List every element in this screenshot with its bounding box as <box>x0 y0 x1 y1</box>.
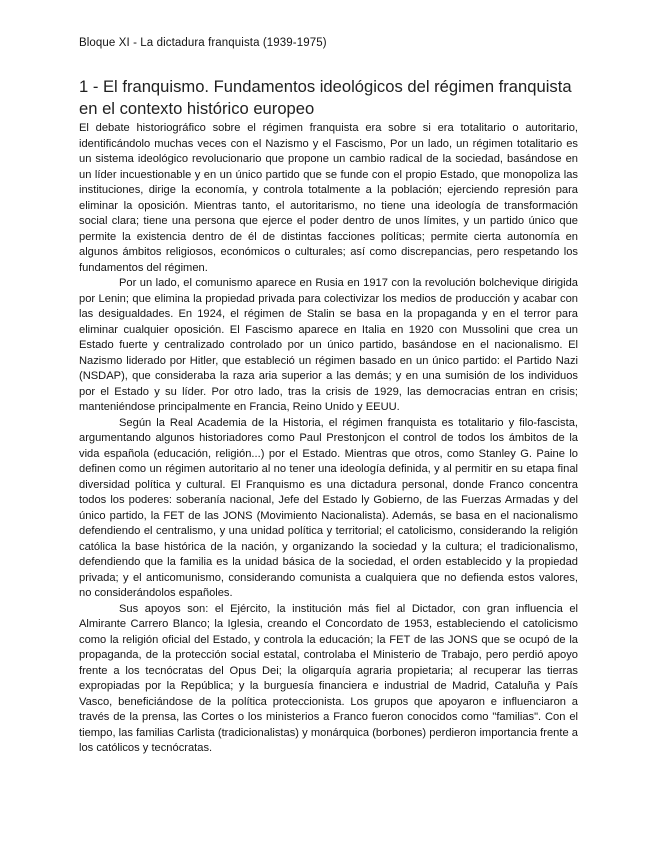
block-title: Bloque XI - La dictadura franquista (1939-1975) <box>79 37 327 49</box>
paragraph-intro: El debate historiográfico sobre el régimen franquista era sobre si era totalitario o autoritario, identificándolo muchas veces con el Nazismo y el Fascismo, Por un lado, un régimen totalitario es un sistema ideológico revolucionario que propone un cambio radical de la sociedad, basándose en un líder incuestionable y en un único partido que se funde con el propio Estado, que monopoliza las instituciones, dirige la economía, y controla totalmente a la población; ejerciendo represión para eliminar la oposición. Mientras tanto, el autoritarismo, no tiene una ideología de transformación social clara; tiene una persona que ejerce el poder dentro de unos límites, y un partido único que permite la existencia dentro de él de distintas facciones políticas; permite cierta autonomía en algunos ámbitos religiosos, económicos o culturales; así como discrepancias, pero respetando los fundamentos del régimen. <box>79 122 578 274</box>
section-title: 1 - El franquismo. Fundamentos ideológicos del régimen franquista en el contexto histórico europeo <box>79 77 572 118</box>
document-body <box>79 121 578 757</box>
paragraph-regime-nature: Según la Real Academia de la Historia, el régimen franquista es totalitario y filo-fascista, argumentando algunos historiadores como Paul Prestonjcon el control de todos los ámbitos de la vida española (educación, religión...) por el Estado. Mientras que otros, como Stanley G. Paine lo definen como un régimen autoritario al no tener una ideología definida, y al permitir en su etapa final diversidad política y cultural. El Franquismo es una dictadura personal, donde Franco concentra todos los poderes: soberanía nacional, Jefe del Estado ly Gobierno, de las Fuerzas Armadas y del único partido, la FET de las JONS (Movimiento Nacionalista). Además, se basa en el nacionalismo defendiendo el centralismo, y una unidad política y territorial; el catolicismo, considerando la religión católica la base histórica de la nación, y organizando la sociedad y la cultura; el tradicionalismo, defendiendo que la familia es la unidad básica de la sociedad, el orden establecido y la propiedad privada; y el anticomunismo, considerando comunista a cualquiera que no defienda estos valores, no considerándolos españoles. <box>79 416 578 599</box>
paragraph-supports: Sus apoyos son: el Ejército, la institución más fiel al Dictador, con gran influencia el Almirante Carrero Blanco; la Iglesia, creando el Concordato de 1953, estableciendo el catolicismo como la religión oficial del Estado, y controla la educación; la FET de las JONS que se ocupó de la propaganda, de la protección social estatal, controlaba el Ministerio de Trabajo, pero perdió apoyo frente a los tecnócratas del Opus Dei; la oligarquía agraria propietaria; al recuperar las tierras expropiadas por la República; y la burguesía financiera e industrial de Madrid, Cataluña y País Vasco, beneficiándose de la política proteccionista. Los grupos que apoyaron e influenciaron a través de la prensa, las Cortes o los ministerios a Franco fueron conocidos como "familias". Con el tiempo, las familias Carlista (tradicionalistas) y monárquica (borbones) perdieron importancia frente a los católicos y tecnócratas. <box>79 602 578 754</box>
paragraph-european-context: Por un lado, el comunismo aparece en Rusia en 1917 con la revolución bolchevique dirigida por Lenin; que elimina la propiedad privada para colectivizar los medios de producción y acabar con las desigualdades. En 1924, el régimen de Stalin se basa en la propaganda y en el terror para eliminar cualquier oposición. El Fascismo aparece en Italia en 1920 con Mussolini que crea un Estado fuerte y centralizado controlado por un único partido, basándose en el nacionalismo. El Nazismo liderado por Hitler, que estableció un régimen basado en un único partido: el Partido Nazi (NSDAP), que consideraba la raza aria superior a las demás; y en una sumisión de los individuos por el Estado y su líder. Por otro lado, tras la crisis de 1929, las democracias entran en crisis; manteniéndose principalmente en Francia, Reino Unido y EEUU. <box>79 277 578 413</box>
